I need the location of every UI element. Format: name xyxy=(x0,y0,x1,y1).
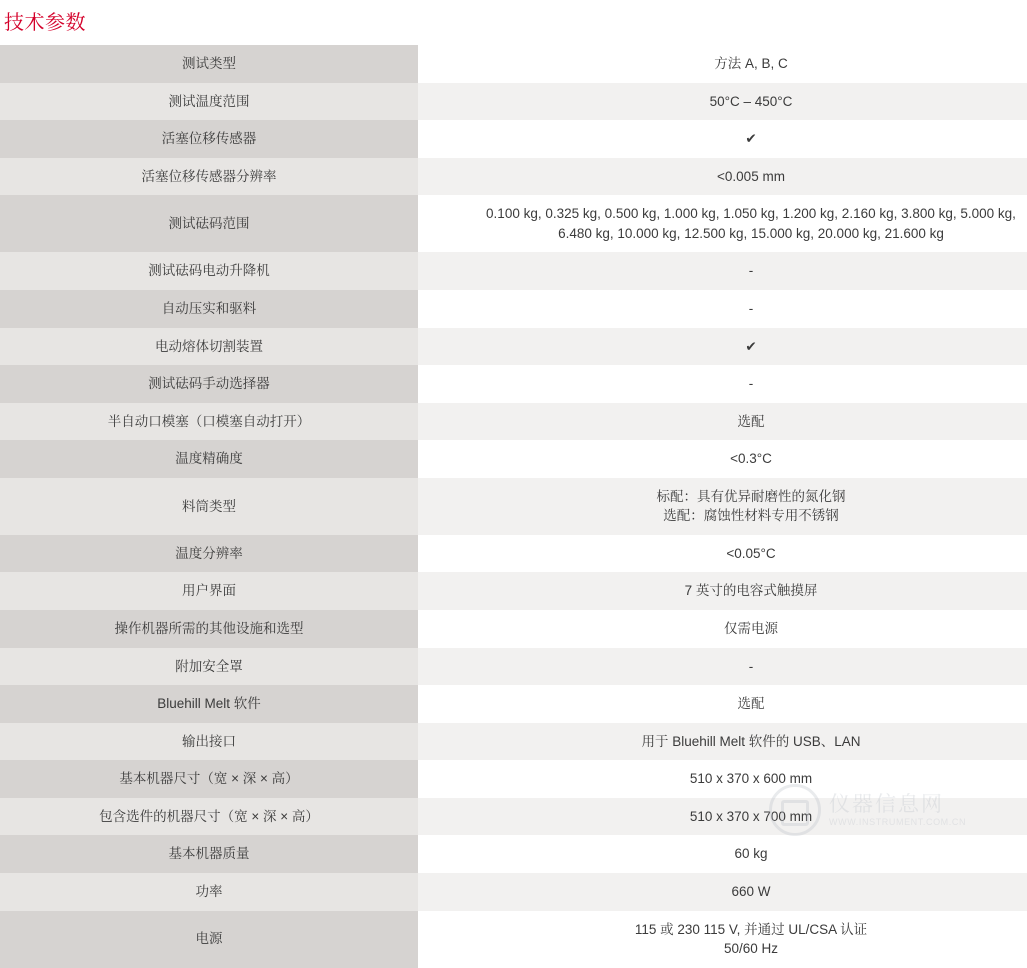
spec-value xyxy=(418,798,1027,836)
table-row xyxy=(0,328,1027,366)
table-row xyxy=(0,911,1027,968)
page-title: 技术参数 xyxy=(4,12,86,34)
spec-label: 基本机器质量 xyxy=(0,835,418,873)
table-row xyxy=(0,835,1027,873)
spec-value-line: 方法 A, B, C xyxy=(714,56,788,71)
spec-value xyxy=(418,195,1027,252)
spec-label: 活塞位移传感器 xyxy=(0,120,418,158)
spec-label: 测试砝码手动选择器 xyxy=(0,365,418,403)
spec-label: Bluehill Melt 软件 xyxy=(0,685,418,723)
spec-value xyxy=(418,723,1027,761)
spec-label: 料筒类型 xyxy=(0,478,418,535)
watermark-chinese-text: 仪器信息网 xyxy=(829,793,944,817)
spec-value xyxy=(418,440,1027,478)
table-row xyxy=(0,45,1027,83)
spec-label: 测试类型 xyxy=(0,45,418,83)
spec-value-line: 6.480 kg, 10.000 kg, 12.500 kg, 15.000 kg, 20.000 kg, 21.600 kg xyxy=(558,225,944,241)
spec-value xyxy=(418,120,1027,158)
spec-label: 温度分辨率 xyxy=(0,535,418,573)
check-icon: ✔ xyxy=(745,338,757,354)
spec-label: 用户界面 xyxy=(0,572,418,610)
spec-value-line: - xyxy=(748,300,754,316)
table-row xyxy=(0,158,1027,196)
spec-value xyxy=(418,873,1027,911)
spec-label: 测试砝码范围 xyxy=(0,195,418,252)
spec-value xyxy=(418,685,1027,723)
spec-value xyxy=(418,911,1027,968)
specifications-table xyxy=(0,45,1027,968)
spec-value xyxy=(418,290,1027,328)
spec-value xyxy=(418,403,1027,441)
spec-value-line: - xyxy=(748,376,754,392)
spec-value xyxy=(418,478,1027,535)
spec-value xyxy=(418,45,1027,83)
spec-value-line: 660 W xyxy=(731,883,771,899)
table-row xyxy=(0,195,1027,252)
spec-value xyxy=(418,83,1027,121)
spec-value-line: <0.3°C xyxy=(730,451,772,467)
spec-value-line: 60 kg xyxy=(734,846,768,862)
spec-value-line: 选配：腐蚀性材料专用不锈钢 xyxy=(663,508,839,524)
table-row xyxy=(0,365,1027,403)
table-row xyxy=(0,478,1027,535)
spec-value-line: 115 或 230 115 V, 并通过 UL/CSA 认证 xyxy=(634,921,868,937)
table-row xyxy=(0,572,1027,610)
check-icon: ✔ xyxy=(745,131,757,147)
spec-label: 基本机器尺寸（宽 × 深 × 高） xyxy=(0,760,418,798)
spec-value-line: 7 英寸的电容式触摸屏 xyxy=(684,583,818,599)
specifications-table-body xyxy=(0,45,1027,968)
spec-label: 测试温度范围 xyxy=(0,83,418,121)
spec-label: 操作机器所需的其他设施和选型 xyxy=(0,610,418,648)
table-row xyxy=(0,290,1027,328)
table-row xyxy=(0,798,1027,836)
spec-value-line: 50°C – 450°C xyxy=(709,93,793,109)
spec-label: 温度精确度 xyxy=(0,440,418,478)
spec-label: 功率 xyxy=(0,873,418,911)
spec-value-line: <0.005 mm xyxy=(717,168,785,184)
table-row xyxy=(0,610,1027,648)
spec-label: 电动熔体切割装置 xyxy=(0,328,418,366)
spec-value-line: 选配 xyxy=(737,696,765,712)
spec-label: 半自动口模塞（口模塞自动打开） xyxy=(0,403,418,441)
spec-label: 活塞位移传感器分辨率 xyxy=(0,158,418,196)
spec-value-line: 50/60 Hz xyxy=(723,941,779,957)
spec-value-line: - xyxy=(748,658,754,674)
spec-label: 输出接口 xyxy=(0,723,418,761)
spec-value xyxy=(418,328,1027,366)
table-row xyxy=(0,648,1027,686)
table-row xyxy=(0,83,1027,121)
spec-label: 电源 xyxy=(0,911,418,968)
table-row xyxy=(0,252,1027,290)
table-row xyxy=(0,685,1027,723)
spec-value-line: 用于 Bluehill Melt 软件的 USB、LAN xyxy=(641,733,861,749)
spec-value-line: 510 x 370 x 600 mm xyxy=(689,771,813,787)
spec-value xyxy=(418,572,1027,610)
spec-label: 测试砝码电动升降机 xyxy=(0,252,418,290)
spec-value xyxy=(418,648,1027,686)
spec-value-line: 选配 xyxy=(737,413,765,429)
spec-value xyxy=(418,158,1027,196)
spec-value xyxy=(418,835,1027,873)
spec-value xyxy=(418,535,1027,573)
table-row xyxy=(0,535,1027,573)
spec-value xyxy=(418,365,1027,403)
spec-value-line: - xyxy=(748,263,754,279)
spec-value xyxy=(418,252,1027,290)
spec-value-line: 仅需电源 xyxy=(724,621,778,636)
spec-value xyxy=(418,610,1027,648)
spec-value-line: <0.05°C xyxy=(726,545,776,561)
table-row xyxy=(0,440,1027,478)
table-row xyxy=(0,403,1027,441)
spec-value-line: 510 x 370 x 700 mm xyxy=(689,808,813,824)
spec-value xyxy=(418,760,1027,798)
table-row xyxy=(0,760,1027,798)
table-row xyxy=(0,873,1027,911)
spec-value-line: 标配：具有优异耐磨性的氮化钢 xyxy=(656,488,846,504)
watermark-english-text: WWW.INSTRUMENT.COM.CN xyxy=(829,816,967,827)
spec-label: 自动压实和驱料 xyxy=(0,290,418,328)
table-row xyxy=(0,120,1027,158)
spec-label: 附加安全罩 xyxy=(0,648,418,686)
spec-value-line: 0.100 kg, 0.325 kg, 0.500 kg, 1.000 kg, 1.050 kg, 1.200 kg, 2.160 kg, 3.800 kg, 5.000 kg, xyxy=(486,206,1016,222)
table-row xyxy=(0,723,1027,761)
spec-label: 包含选件的机器尺寸（宽 × 深 × 高） xyxy=(0,798,418,836)
